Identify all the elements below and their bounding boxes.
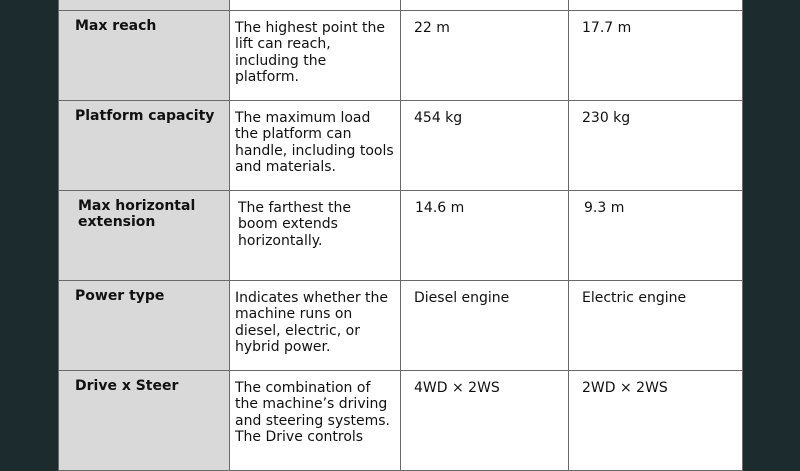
value-text-b: 2WD × 2WS bbox=[582, 379, 668, 396]
description-text: The combination of the machine’s driving and steering systems. The Drive controls bbox=[235, 379, 391, 445]
value-cell-b bbox=[569, 370, 743, 470]
description-cell bbox=[230, 190, 401, 280]
value-cell-a bbox=[401, 0, 569, 10]
table-row bbox=[59, 10, 743, 100]
description-cell bbox=[230, 0, 401, 10]
value-text-a: 22 m bbox=[414, 19, 450, 36]
feature-cell bbox=[59, 0, 230, 10]
table-row bbox=[59, 190, 743, 280]
description-text bbox=[230, 0, 400, 10]
feature-cell bbox=[59, 280, 230, 370]
description-cell bbox=[230, 370, 401, 470]
value-cell-b bbox=[569, 10, 743, 100]
value-text-b: 17.7 m bbox=[582, 19, 632, 36]
value-text-a: Diesel engine bbox=[414, 289, 510, 306]
description-text: The farthest the boom extends horizontally. bbox=[238, 199, 351, 249]
spec-comparison-table bbox=[58, 0, 743, 471]
description-text: The maximum load the platform can handle, including tools and materials. bbox=[235, 109, 394, 175]
value-text-b: Electric engine bbox=[582, 289, 687, 306]
description-text: Indicates whether the machine runs on diesel, electric, or hybrid power. bbox=[235, 289, 388, 355]
feature-cell bbox=[59, 370, 230, 470]
value-text-b: 230 kg bbox=[582, 109, 631, 126]
table-row bbox=[59, 100, 743, 190]
description-text: The highest point the lift can reach, including the platform. bbox=[235, 19, 385, 85]
table-row bbox=[59, 280, 743, 370]
description-cell bbox=[230, 100, 401, 190]
value-cell-b bbox=[569, 280, 743, 370]
feature-label: Platform capacity bbox=[75, 107, 215, 124]
feature-label: Max horizontal extension bbox=[78, 197, 196, 230]
value-cell-a bbox=[401, 100, 569, 190]
table-row bbox=[59, 370, 743, 470]
value-cell-b bbox=[569, 190, 743, 280]
value-cell-b bbox=[569, 100, 743, 190]
value-cell-a bbox=[401, 10, 569, 100]
value-cell-a bbox=[401, 280, 569, 370]
value-cell-a bbox=[401, 370, 569, 470]
feature-cell bbox=[59, 100, 230, 190]
value-text-a: 14.6 m bbox=[415, 199, 465, 216]
value-cell-a bbox=[401, 190, 569, 280]
value-text-a: 4WD × 2WS bbox=[414, 379, 500, 396]
feature-label: Power type bbox=[75, 287, 165, 304]
feature-label: Max reach bbox=[75, 17, 157, 34]
feature-cell bbox=[59, 10, 230, 100]
description-cell bbox=[230, 10, 401, 100]
value-text-a: 454 kg bbox=[414, 109, 463, 126]
value-cell-b bbox=[569, 0, 743, 10]
table-row bbox=[59, 0, 743, 10]
feature-cell bbox=[59, 190, 230, 280]
value-text-b: 9.3 m bbox=[584, 199, 625, 216]
feature-label: Drive x Steer bbox=[75, 377, 179, 394]
description-cell bbox=[230, 280, 401, 370]
